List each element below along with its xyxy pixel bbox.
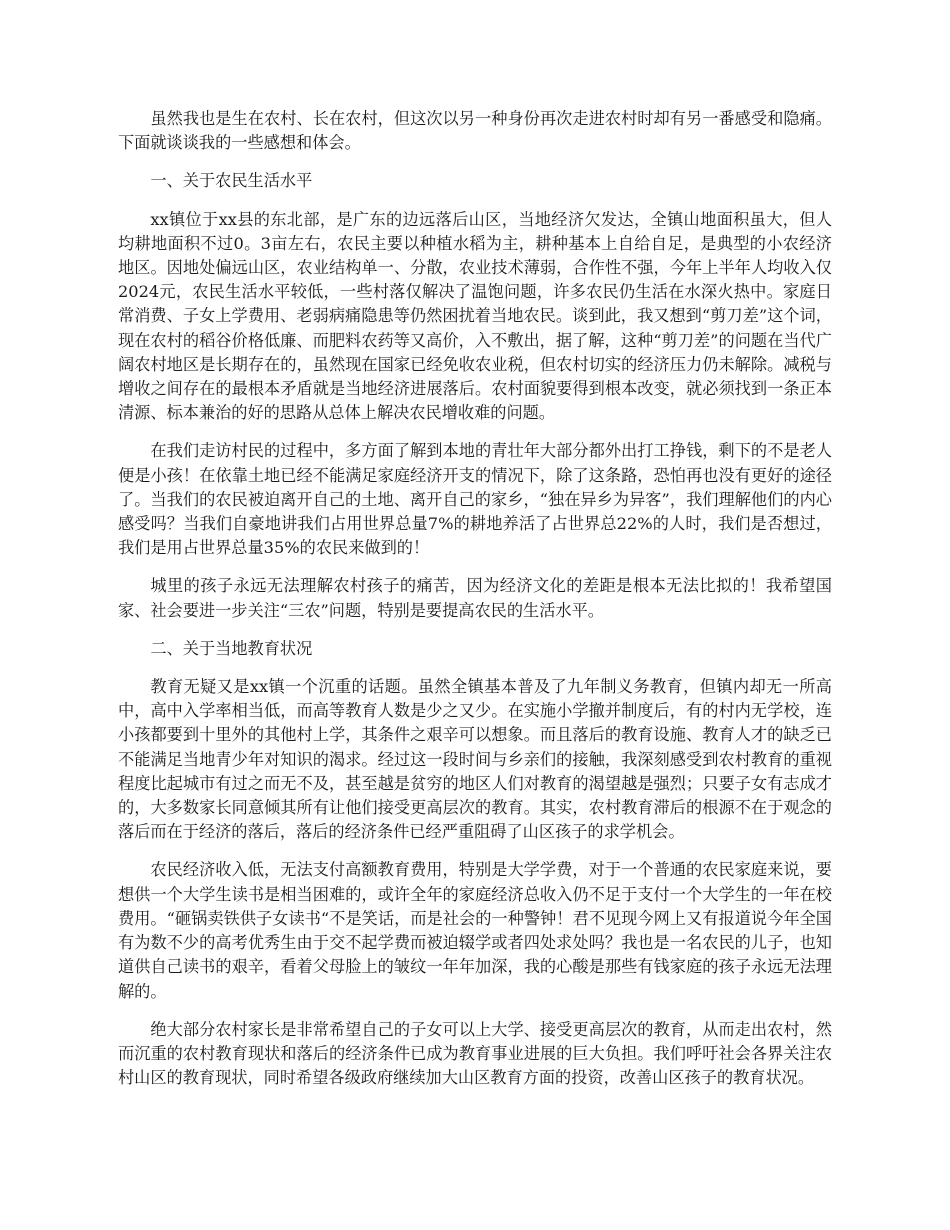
paragraph-migrant-workers: 在我们走访村民的过程中，多方面了解到本地的青壮年大部分都外出打工挣钱，剩下的不是老人便是小孩！在依靠土地已经不能满足家庭经济开支的情况下，除了这条路，恐怕再也没有更好的途径了。当我们的农民被迫离开自己的土地、离开自己的家乡，“独在异乡为异客”，我们理解他们的内心感受吗？当我们自豪地讲我们占用世界总量7%的耕地养活了占世界总22%的人时，我们是否想过，我们是用占世界总量35%的农民来做到的！	[118, 441, 832, 558]
paragraph-city-rural-gap: 城里的孩子永远无法理解农村孩子的痛苦，因为经济文化的差距是根本无法比拟的！我希望国家、社会要进一步关注“三农”问题，特别是要提高农民的生活水平。	[118, 576, 832, 620]
paragraph-town-economy: xx镇位于xx县的东北部，是广东的边远落后山区，当地经济欠发达，全镇山地面积虽大，但人均耕地面积不过0。3亩左右，农民主要以种植水稻为主，耕种基本上自给自足，是典型的小农经济地区。因地处偏远山区，农业结构单一、分散，农业技术薄弱，合作性不强，今年上半年人均收入仅2024元，农民生活水平较低，一些村落仅解决了温饱问题，许多农民仍生活在水深火热中。家庭日常消费、子女上学费用、老弱病痛隐患等仍然困扰着当地农民。谈到此，我又想到“剪刀差”这个词，现在农村的稻谷价格低廉、而肥料农药等又高价，入不敷出，据了解，这种“剪刀差”的问题在当代广阔农村地区是长期存在的，虽然现在国家已经免收农业税，但农村切实的经济压力仍未解除。减税与增收之间存在的最根本矛盾就是当地经济进展落后。农村面貌要得到根本改变，就必须找到一条正本清源、标本兼治的好的思路从总体上解决农民增收难的问题。	[118, 209, 832, 423]
paragraph-intro: 虽然我也是生在农村、长在农村，但这次以另一种身份再次走进农村时却有另一番感受和隐痛。下面就谈谈我的一些感想和体会。	[118, 109, 832, 153]
paragraph-education-appeal: 绝大部分农村家长是非常希望自己的子女可以上大学、接受更高层次的教育，从而走出农村，然而沉重的农村教育现状和落后的经济条件已成为教育事业进展的巨大负担。我们呼吁社会各界关注农村山区的教育现状，同时希望各级政府继续加大山区教育方面的投资，改善山区孩子的教育状况。	[118, 1019, 832, 1088]
paragraph-education-status: 教育无疑又是xx镇一个沉重的话题。虽然全镇基本普及了九年制义务教育，但镇内却无一所高中，高中入学率相当低，而高等教育人数是少之又少。在实施小学撤并制度后，有的村内无学校，连小孩都要到十里外的其他村上学，其条件之艰辛可以想象。而且落后的教育设施、教育人才的缺乏已不能满足当地青少年对知识的渴求。经过这一段时间与乡亲们的接触，我深刻感受到农村教育的重视程度比起城市有过之而无不及，甚至越是贫穷的地区人们对教育的渴望越是强烈；只要子女有志成才的，大多数家长同意倾其所有让他们接受更高层次的教育。其实，农村教育滞后的根源不在于观念的落后而在于经济的落后，落后的经济条件已经严重阻碍了山区孩子的求学机会。	[118, 677, 832, 842]
section-heading-living-standard: 一、关于农民生活水平	[150, 171, 313, 191]
paragraph-education-cost: 农民经济收入低，无法支付高额教育费用，特别是大学学费，对于一个普通的农民家庭来说，要想供一个大学生读书是相当困难的，或许全年的家庭经济总收入仍不足于支付一个大学生的一年在校费用。“砸锅卖铁供子女读书“不是笑话，而是社会的一种警钟！君不见现今网上又有报道说今年全国有为数不少的高考优秀生由于交不起学费而被迫辍学或者四处求处吗？我也是一名农民的儿子，也知道供自己读书的艰辛，看着父母脸上的皱纹一年年加深，我的心酸是那些有钱家庭的孩子永远无法理解的。	[118, 860, 832, 1001]
section-heading-education: 二、关于当地教育状况	[150, 638, 313, 658]
